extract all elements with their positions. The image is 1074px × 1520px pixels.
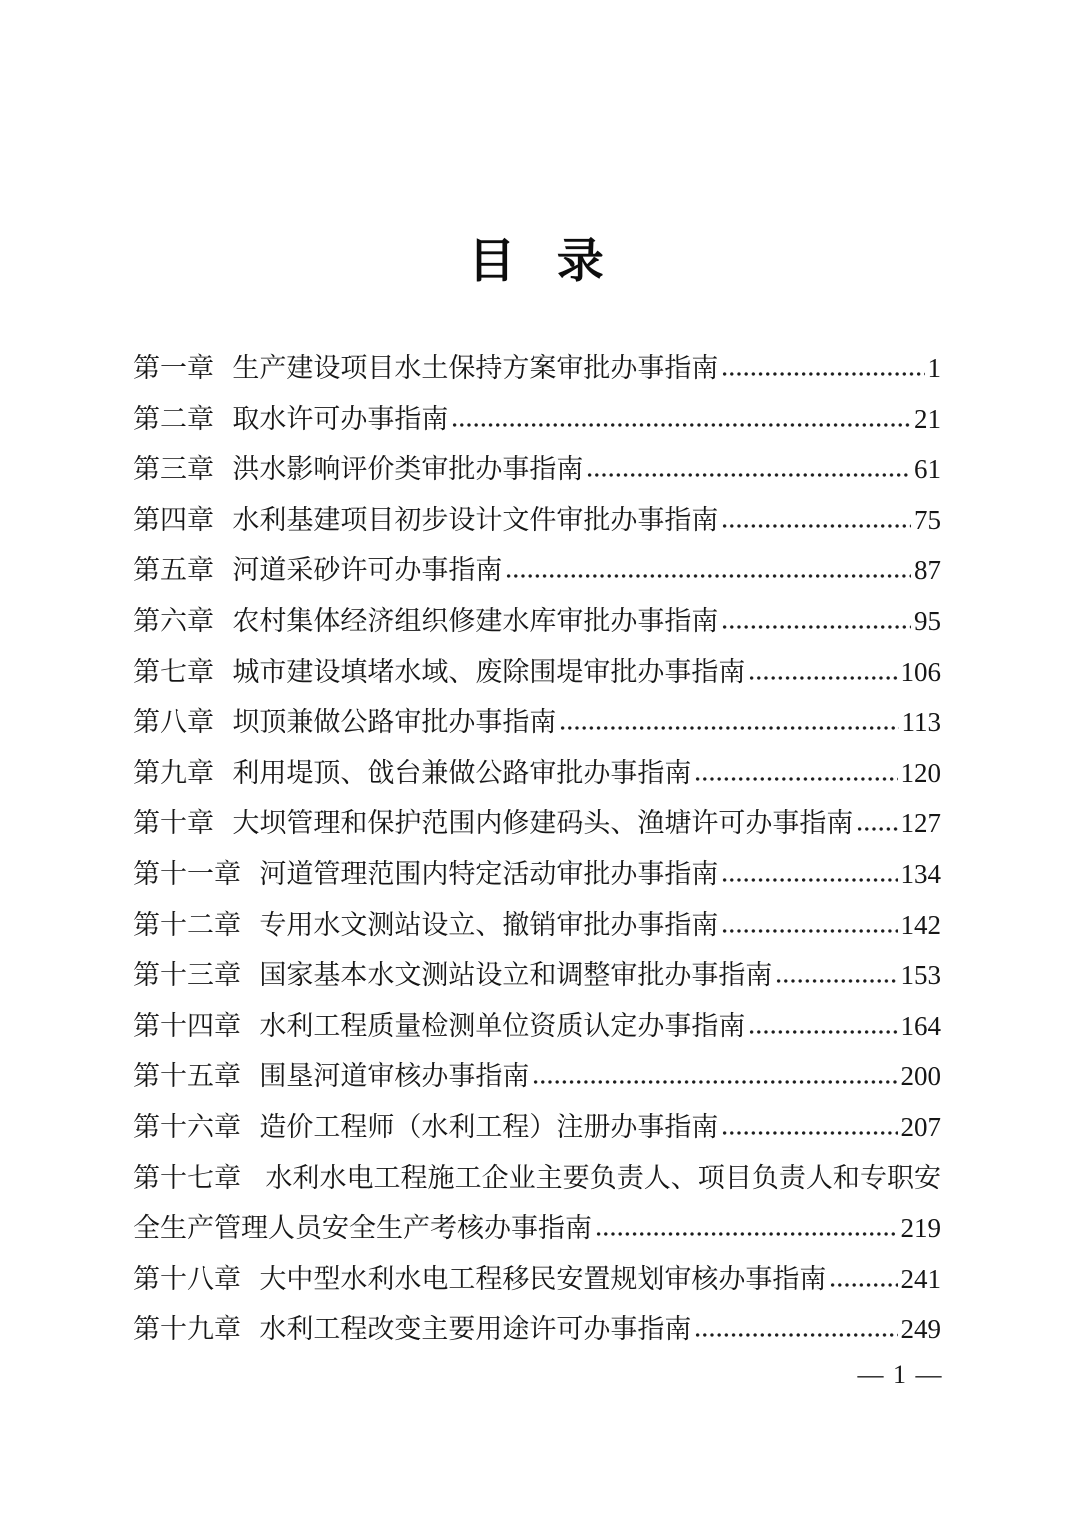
page-footer <box>858 1360 944 1390</box>
toc-chapter-label: 第一章 <box>133 353 214 383</box>
toc-entry <box>133 545 941 596</box>
dot-leader <box>560 725 898 731</box>
toc-page-number: 87 <box>914 555 941 586</box>
toc-chapter-label: 第八章 <box>133 707 214 738</box>
toc-page-number: 95 <box>914 605 941 636</box>
toc-entry <box>133 1254 941 1305</box>
toc-chapter-label: 第十六章 <box>133 1111 241 1142</box>
dot-leader <box>722 523 911 529</box>
dot-leader <box>596 1231 898 1237</box>
dot-leader <box>749 1029 897 1035</box>
toc-entry-title: 水利基建项目初步设计文件审批办事指南 <box>232 504 719 535</box>
toc-entry <box>133 394 941 445</box>
toc-entry <box>133 697 941 748</box>
toc-entry-title: 河道管理范围内特定活动审批办事指南 <box>259 858 719 889</box>
toc-entry-title: 生产建设项目水土保持方案审批办事指南 <box>232 353 719 383</box>
toc-chapter-label: 第七章 <box>133 656 214 687</box>
dot-leader <box>587 472 911 478</box>
toc-entry-title: 水利工程改变主要用途许可办事指南 <box>259 1314 692 1345</box>
toc-page-number: 249 <box>900 1314 941 1345</box>
toc-page-number: 75 <box>914 504 941 535</box>
dot-leader <box>722 877 897 883</box>
toc-entry-title: 坝顶兼做公路审批办事指南 <box>232 707 557 738</box>
page-title: 目 录 <box>468 236 606 288</box>
toc-entry-title: 大坝管理和保护范围内修建码头、渔塘许可办事指南 <box>232 808 854 839</box>
toc-entry-title: 洪水影响评价类审批办事指南 <box>232 454 584 485</box>
toc-entry <box>133 849 941 900</box>
dot-leader <box>830 1282 897 1288</box>
toc-entry-title: 围垦河道审核办事指南 <box>259 1061 530 1092</box>
toc-entry <box>133 1153 941 1204</box>
toc-entry <box>133 1203 941 1254</box>
toc-page-number: 200 <box>900 1061 941 1092</box>
toc-chapter-label: 第六章 <box>133 605 214 636</box>
toc-entry-title: 取水许可办事指南 <box>232 403 449 434</box>
dot-leader <box>533 1079 897 1085</box>
dot-leader <box>722 371 924 377</box>
toc-entry-title: 河道采砂许可办事指南 <box>232 555 503 586</box>
toc-chapter-label: 第四章 <box>133 504 214 535</box>
toc-entry <box>133 495 941 546</box>
toc-chapter-label: 第十二章 <box>133 909 241 940</box>
dot-leader <box>695 1332 897 1338</box>
footer-page-number: — 1 — <box>857 1360 943 1389</box>
toc-chapter-label: 第十八章 <box>133 1263 241 1294</box>
toc-page-number: 127 <box>900 808 941 839</box>
toc-page-number: 106 <box>900 656 941 687</box>
toc-page-number: 219 <box>900 1213 941 1244</box>
toc-entry <box>133 1304 941 1355</box>
dot-leader <box>749 675 897 681</box>
dot-leader <box>452 422 911 428</box>
toc-page-number: 207 <box>900 1111 941 1142</box>
toc-entry <box>133 748 941 799</box>
toc-entry <box>133 1001 941 1052</box>
toc-entry <box>133 1102 941 1153</box>
toc-entry-title: 大中型水利水电工程移民安置规划审核办事指南 <box>259 1263 827 1294</box>
toc-page-number: 164 <box>900 1010 941 1041</box>
toc-entry <box>133 647 941 698</box>
dot-leader <box>776 978 897 984</box>
toc-chapter-label: 第十四章 <box>133 1010 241 1041</box>
toc-entry <box>133 900 941 951</box>
toc-entry-title: 造价工程师（水利工程）注册办事指南 <box>259 1111 719 1142</box>
toc-chapter-label: 第九章 <box>133 757 214 788</box>
toc-entry <box>133 798 941 849</box>
toc-chapter-label: 第十三章 <box>133 960 241 991</box>
toc-entry <box>133 950 941 1001</box>
toc-entry-title: 城市建设填堵水域、废除围堤审批办事指南 <box>232 656 746 687</box>
toc-page-number: 113 <box>901 707 941 738</box>
toc-page-number: 134 <box>900 858 941 889</box>
toc-chapter-label: 第十一章 <box>133 858 241 889</box>
dot-leader <box>857 826 897 832</box>
toc-entry <box>133 1051 941 1102</box>
table-of-contents <box>133 343 941 1355</box>
toc-page-number: 21 <box>914 403 941 434</box>
toc-chapter-label: 第十九章 <box>133 1314 241 1345</box>
dot-leader <box>506 573 911 579</box>
toc-chapter-label: 第二章 <box>133 403 214 434</box>
toc-entry-title: 专用水文测站设立、撤销审批办事指南 <box>259 909 719 940</box>
toc-entry-title: 国家基本水文测站设立和调整审批办事指南 <box>259 960 773 991</box>
toc-page-number: 142 <box>900 909 941 940</box>
toc-entry-title: 农村集体经济组织修建水库审批办事指南 <box>232 605 719 636</box>
toc-chapter-label: 第十五章 <box>133 1061 241 1092</box>
toc-entry <box>133 343 941 394</box>
toc-entry <box>133 444 941 495</box>
toc-chapter-label: 第三章 <box>133 454 214 485</box>
toc-page-number: 153 <box>900 960 941 991</box>
dot-leader <box>722 1130 897 1136</box>
toc-chapter-label: 第五章 <box>133 555 214 586</box>
dot-leader <box>722 624 911 630</box>
toc-entry-title: 全生产管理人员安全生产考核办事指南 <box>133 1213 592 1244</box>
dot-leader <box>695 776 897 782</box>
toc-entry-title: 水利工程质量检测单位资质认定办事指南 <box>259 1010 746 1041</box>
toc-page-number: 120 <box>900 757 941 788</box>
dot-leader <box>722 928 897 934</box>
toc-page-number: 241 <box>900 1263 941 1294</box>
toc-entry <box>133 596 941 647</box>
toc-chapter-label: 第十七章 <box>133 1162 242 1193</box>
toc-entry-title: 水利水电工程施工企业主要负责人、项目负责人和专职安 <box>265 1162 942 1193</box>
toc-chapter-label: 第十章 <box>133 808 214 839</box>
toc-page-number: 61 <box>914 454 941 485</box>
toc-page-number: 1 <box>927 353 941 383</box>
toc-entry-title: 利用堤顶、戗台兼做公路审批办事指南 <box>232 757 692 788</box>
